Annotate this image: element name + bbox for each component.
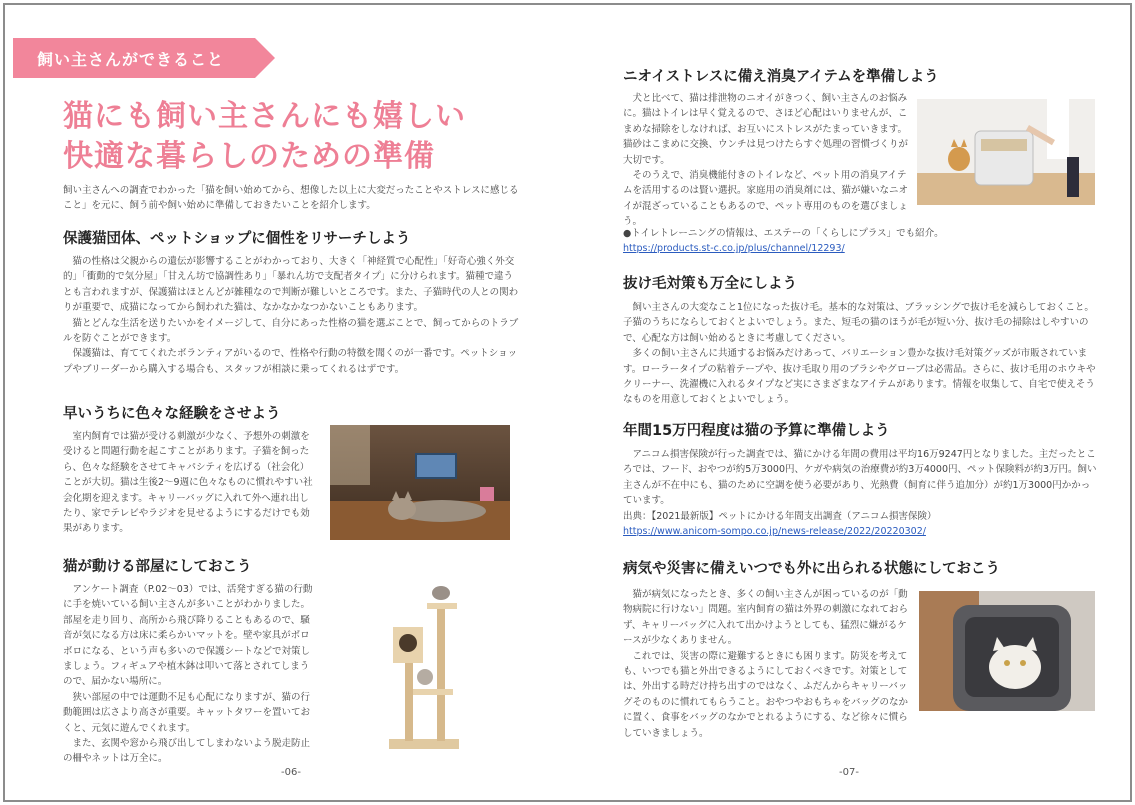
paragraph: 飼い主さんの大変なこと1位になった抜け毛。基本的な対策は、ブラッシングで抜け毛を減らしておくこと。子猫のうちにならしておくとよいでしょう。また、短毛の猫のほうが毛が短い分、抜け毛の掃除はしやすいので、心配な方は飼い始めるときに考慮してください。 (623, 302, 1094, 344)
paragraph: そのうえで、消臭機能付きのトイレなど、ペット用の消臭アイテムを活用するのは賢い選択。家庭用の消臭剤には、猫が嫌いなニオイが混ざっていることもあるので、ペット専用のものを選びましょう。 (623, 170, 909, 228)
photo-cat-tower (375, 577, 475, 753)
page-number: -06- (281, 767, 301, 778)
paragraph: 猫が病気になったとき、多くの飼い主さんが困っているのが「動物病院に行けない」問題。室内飼育の猫は外界の刺激になれておらず、キャリーバッグに入れて出かけようとしても、猛烈に嫌がるケースが少なくありません。 (623, 589, 909, 647)
title-line-2: 快適な暮らしのための準備 (63, 139, 435, 174)
paragraph: 室内飼育では猫が受ける刺激が少なく、予想外の刺激を受けると問題行動を起こすことがあります。子猫を飼ったら、色々な経験をさせてキャパシティを広げる（社会化）ことが大切。猫は生後2〜9週に色々なものに慣れやすい社会化期を迎えます。キャリーバッグに入れて外へ連れ出したり、家でテレビやラジオを見せるようにするだけでも効果があります。 (63, 431, 313, 535)
paragraph: 猫の性格は父親からの遺伝が影響することがわかっており、大きく「神経質で心配性」「好奇心強く外交的」「衝動的で気分屋」「甘えん坊で協調性あり」「暴れん坊で支配者タイプ」に分けられます。猫種で違うとも言われますが、保護猫はほとんどが雑種なので判断が難しいところです。また、子猫時代の人との関わりが重要で、成猫になってから飼われた猫は、なかなかなつかないこともあります。 (63, 256, 519, 314)
paragraph: 猫とどんな生活を送りたいかをイメージして、自分にあった性格の猫を選ぶことで、飼ってからのトラブルを防ぐことができます。 (63, 317, 519, 345)
title-line-1: 猫にも飼い主さんにも嬉しい (63, 99, 466, 134)
banner-label: 飼い主さんができること (37, 50, 225, 69)
paragraph: また、玄関や窓から飛び出してしまわないよう脱走防止の柵やネットは万全に。 (63, 738, 311, 765)
note-text: ●トイレトレーニングの情報は、エステーの「くらしにプラス」でも紹介。 (623, 228, 944, 239)
body-shedding (623, 300, 1099, 408)
body-budget (623, 447, 1099, 539)
page-left (5, 5, 565, 800)
body-experience (63, 429, 315, 537)
paragraph: アニコム損害保険が行った調査では、猫にかける年間の費用は平均16万9247円となりました。主だったところでは、フード、おやつが約5万3000円、ケガや病気の治療費が約3万4000円、ペット保険料が約3万円。飼い主さんが不在中にも、猫のために空調を使う必要があり、光熱費（飼育に伴う追加分）が約1万3000円かかっています。 (623, 449, 1097, 507)
heading-shedding: 抜け毛対策も万全にしよう (623, 276, 797, 292)
photo-cat-living-room (330, 425, 510, 540)
budget-link[interactable]: https://www.anicom-sompo.co.jp/news-release/2022/20220302/ (623, 526, 926, 538)
heading-research: 保護猫団体、ペットショップに個性をリサーチしよう (63, 231, 411, 247)
paragraph: これでは、災害の際に避難するときにも困ります。防災を考えても、いつでも猫と外出できるようにしておくべきです。対策としては、外出する時だけ持ち出すのではなく、ふだんからキャリーバッグそのものに慣れてもらうこと。おやつやおもちゃをバッグのなかに置く、食事をバッグのなかでとれるようにする、など徐々に慣らしていきましょう。 (623, 650, 909, 739)
spread-frame (3, 3, 1132, 802)
paragraph: アンケート調査（P.02〜03）では、活発すぎる猫の行動に手を焼いている飼い主さんが多いことがわかりました。部屋を走り回り、高所から飛び降りることもあるので、騒音が気になる方は床に柔らかいマットを。壁や家具がボロボロになる、という声も多いので保護シートなどで対策しましょう。フィギュアや植木鉢は叩いて落とされてしまうので、届かない場所に。 (63, 584, 313, 688)
body-room (63, 582, 317, 767)
section-banner (13, 38, 275, 78)
paragraph: 狭い部屋の中では運動不足も心配になりますが、猫の行動範囲は広さより高さが重要。キャットタワーを置いておくと、元気に遊んでくれます。 (63, 691, 311, 734)
heading-budget: 年間15万円程度は猫の予算に準備しよう (623, 423, 890, 439)
budget-source: 出典：【2021最新版】ペットにかける年間支出調査（アニコム損害保険） (623, 510, 937, 522)
heading-experience: 早いうちに色々な経験をさせよう (63, 406, 281, 422)
heading-room: 猫が動ける部屋にしておこう (63, 559, 252, 575)
paragraph: 多くの飼い主さんに共通するお悩みだけあって、バリエーション豊かな抜け毛対策グッズが市販されています。ローラータイプの粘着テープや、抜け毛取り用のブラシやグローブは必需品。さらに、抜け毛用のホウキやクリーナー、洗濯機に入れるタイプなど実にさまざまなアイテムがあります。情報を収集して、自宅で使えそうなものを用意しておくとよいでしょう。 (623, 348, 1096, 406)
heading-odor: ニオイストレスに備え消臭アイテムを準備しよう (623, 69, 939, 85)
paragraph: 犬と比べて、猫は排泄物のニオイがきつく、飼い主さんのお悩みに。猫はトイレは早く覚えるので、さほど心配はいりませんが、こまめな掃除をしなければ、お互いにストレスがたまっていきます。猫砂はこまめに交換、ウンチは見つけたらすぐ処理の習慣づくりが大切です。 (623, 93, 909, 166)
photo-cat-litter-box (917, 99, 1095, 205)
lead-paragraph: 飼い主さんへの調査でわかった「猫を飼い始めてから、想像した以上に大変だったことやストレスに感じること」を元に、飼う前や飼い始めに準備しておきたいことを紹介します。 (63, 185, 519, 211)
page-title (63, 97, 466, 177)
paragraph: 保護猫は、育ててくれたボランティアがいるので、性格や行動の特徴を聞くのが一番です。ペットショップやブリーダーから購入する場合も、スタッフが相談に乗ってくれるはずです。 (63, 348, 518, 375)
odor-note (623, 226, 1093, 257)
heading-disaster: 病気や災害に備えいつでも外に出られる状態にしておこう (623, 561, 1000, 577)
photo-cat-in-carrier (919, 591, 1095, 711)
body-research (63, 254, 519, 377)
page-right (569, 5, 1129, 800)
page-number: -07- (839, 767, 859, 778)
odor-link[interactable]: https://products.st-c.co.jp/plus/channel/12293/ (623, 243, 845, 255)
body-disaster (623, 587, 911, 741)
body-odor (623, 91, 909, 230)
